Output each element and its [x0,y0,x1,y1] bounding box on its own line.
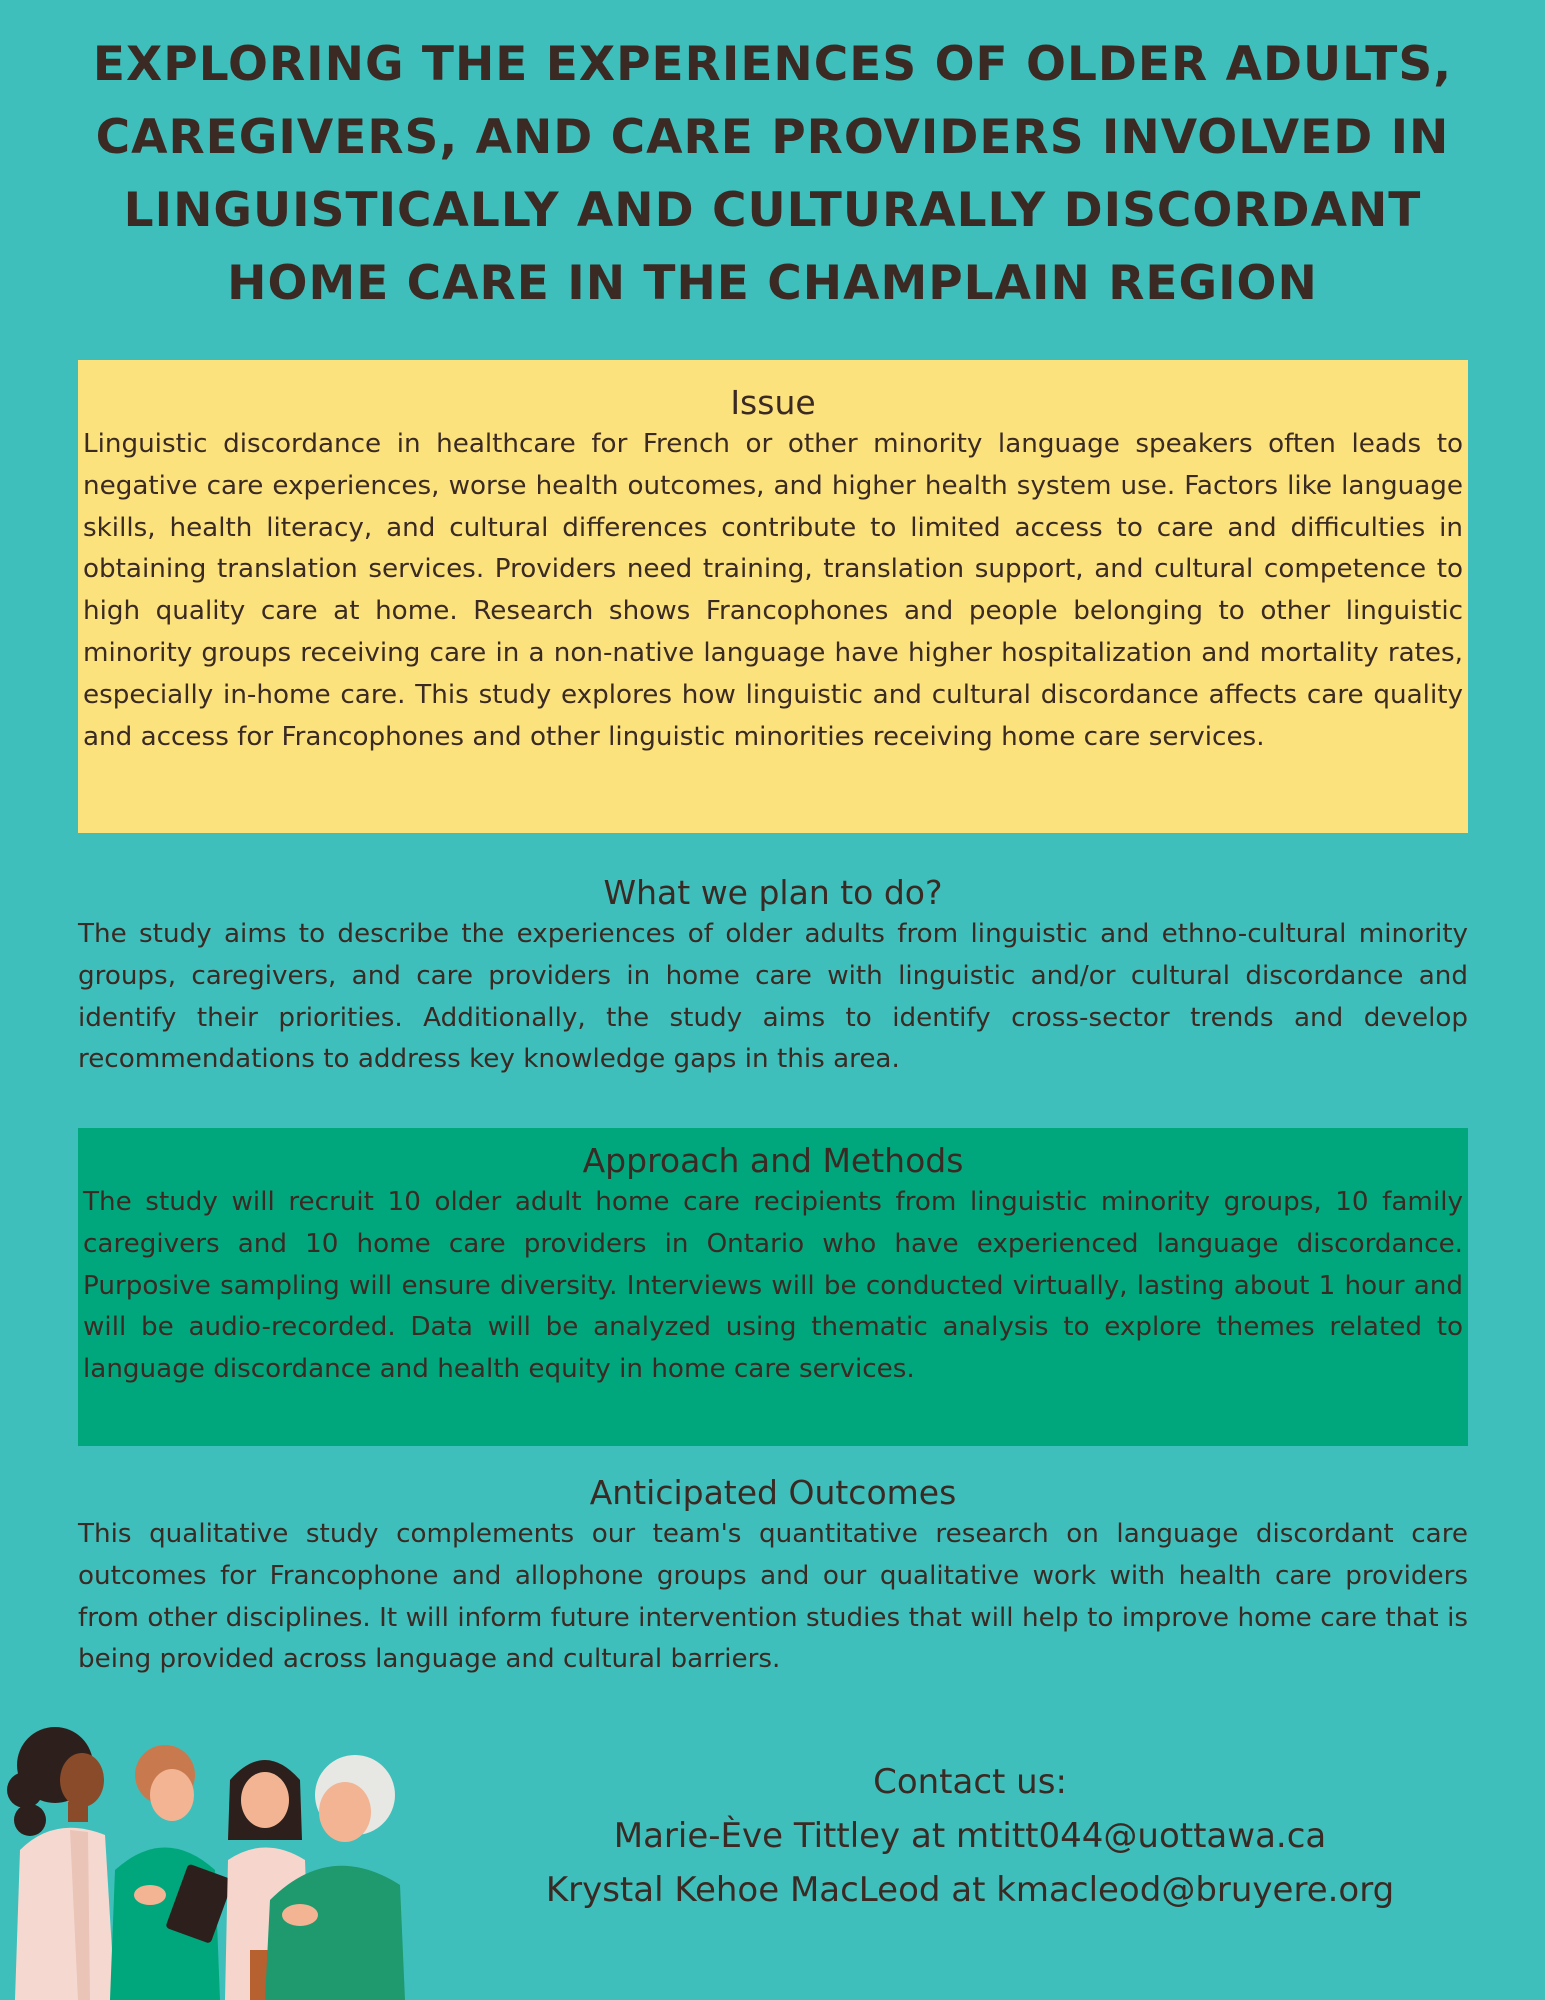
issue-section [78,360,1468,833]
outcomes-heading: Anticipated Outcomes [589,1473,957,1512]
plan-section [78,872,1468,1092]
page-title: EXPLORING THE EXPERIENCES OF OLDER ADULTS, CAREGIVERS, AND CARE PROVIDERS INVOLVED IN LINGUISTICALLY AND CULTURALLY DISCORDANT HOME CARE IN THE CHAMPLAIN REGION [92,37,1453,311]
contact-block [480,1755,1460,1917]
doctor-figure [7,1727,115,2000]
contact-heading: Contact us: [873,1762,1067,1802]
outcomes-section [78,1472,1468,1692]
plan-body: The study aims to describe the experiences of older adults from linguistic and ethno-cultural minority groups, caregivers, and care providers in home care with linguistic and/or cultural discordance and identify their priorities. Additionally, the study aims to identify cross-sector trends and develop recommendations to address key knowledge gaps in this area. [78,919,1468,1075]
issue-body: Linguistic discordance in healthcare for French or other minority language speakers often leads to negative care experiences, worse health outcomes, and higher health system use. Factors like language skills, health literacy, and cultural differences contribute to limited access to care and difficulties in obtaining translation services. Providers need training, translation support, and cultural competence to high quality care at home. Research shows Francophones and people belonging to other linguistic minority groups receiving care in a non-native language have higher hospitalization and mortality rates, especially in-home care. This study explores how linguistic and cultural discordance affects care quality and access for Francophones and other linguistic minorities receiving home care services. [83,429,1463,752]
nurse-figure [110,1745,234,2000]
issue-heading: Issue [730,383,816,422]
methods-body: The study will recruit 10 older adult home care recipients from linguistic minority groups, 10 family caregivers and 10 home care providers in Ontario who have experienced language discordance. Purposive sampling will ensure diversity. Interviews will be conducted virtually, lasting about 1 hour and will be audio-recorded. Data will be analyzed using thematic analysis to explore themes related to language discordance and health equity in home care services. [83,1187,1463,1385]
outcomes-body: This qualitative study complements our team's quantitative research on language discordant care outcomes for Francophone and allophone groups and our qualitative work with health care providers from other disciplines. It will inform future intervention studies that will help to improve home care that is being provided across language and cultural barriers. [78,1519,1468,1675]
methods-section [78,1128,1468,1446]
methods-heading: Approach and Methods [582,1141,964,1180]
plan-heading: What we plan to do? [603,873,943,912]
caregivers-illustration [0,1720,410,2000]
contact-line-tittley[interactable]: Marie-Ève Tittley at mtitt044@uottawa.ca [613,1816,1327,1856]
contact-line-macleod[interactable]: Krystal Kehoe MacLeod at kmacleod@bruyere.org [545,1870,1395,1910]
